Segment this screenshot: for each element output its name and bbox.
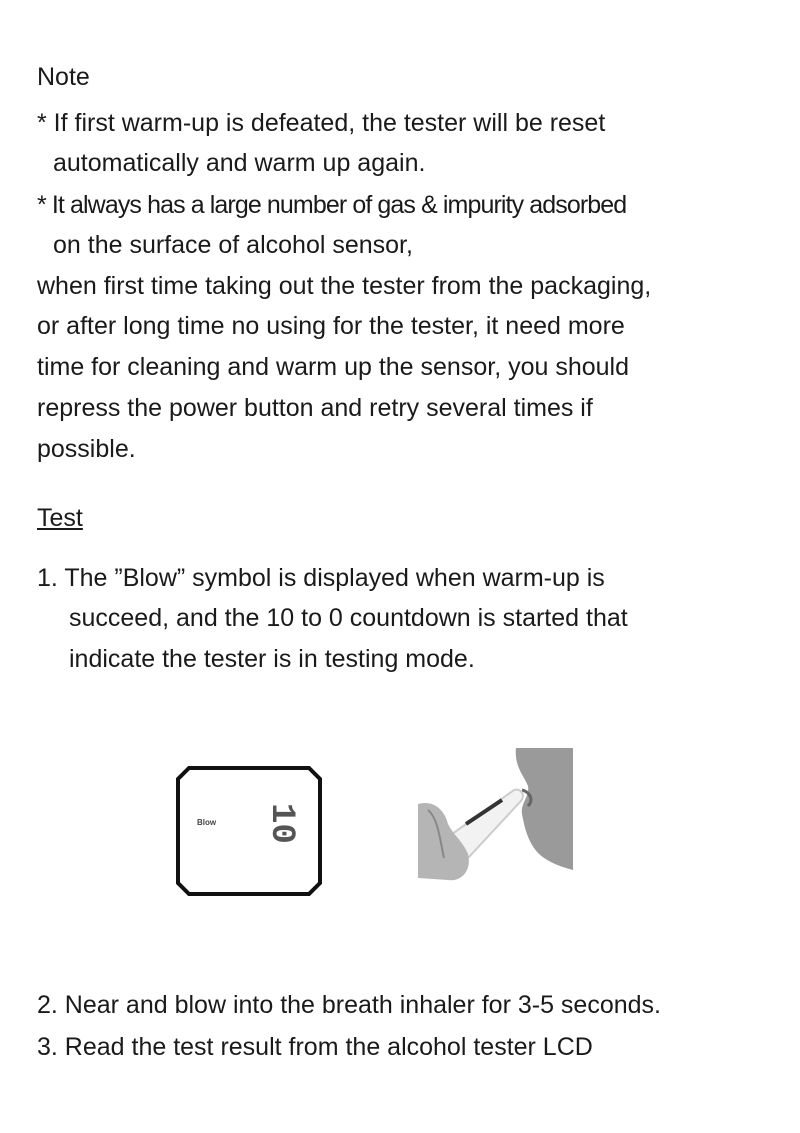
step-3: 3. Read the test result from the alcohol tester LCD [37,1033,593,1061]
step-1-line: indicate the tester is in testing mode. [69,645,475,673]
note-heading: Note [37,63,90,91]
note-line: repress the power button and retry several times if [37,394,593,422]
note-line: or after long time no using for the tester, it need more [37,312,625,340]
note-line: on the surface of alcohol sensor, [53,231,413,259]
test-heading: Test [37,504,83,532]
step-1-line: 1. The ”Blow” symbol is displayed when warm-up is [37,564,605,592]
blowing-photo [418,748,574,900]
note-line: * It always has a large number of gas & impurity adsorbed [37,191,627,219]
lcd-digits: 10 [262,803,300,844]
lcd-blow-label: Blow [197,818,217,827]
step-2: 2. Near and blow into the breath inhaler for 3-5 seconds. [37,991,661,1019]
lcd-display-illustration [175,765,323,897]
note-line: possible. [37,435,136,463]
note-line: time for cleaning and warm up the sensor, you should [37,353,630,381]
step-1-line: succeed, and the 10 to 0 countdown is started that [69,604,628,632]
note-line: when first time taking out the tester from the packaging, [37,272,652,300]
note-line: * If first warm-up is defeated, the tester will be reset [37,109,606,137]
note-line: automatically and warm up again. [53,149,426,177]
